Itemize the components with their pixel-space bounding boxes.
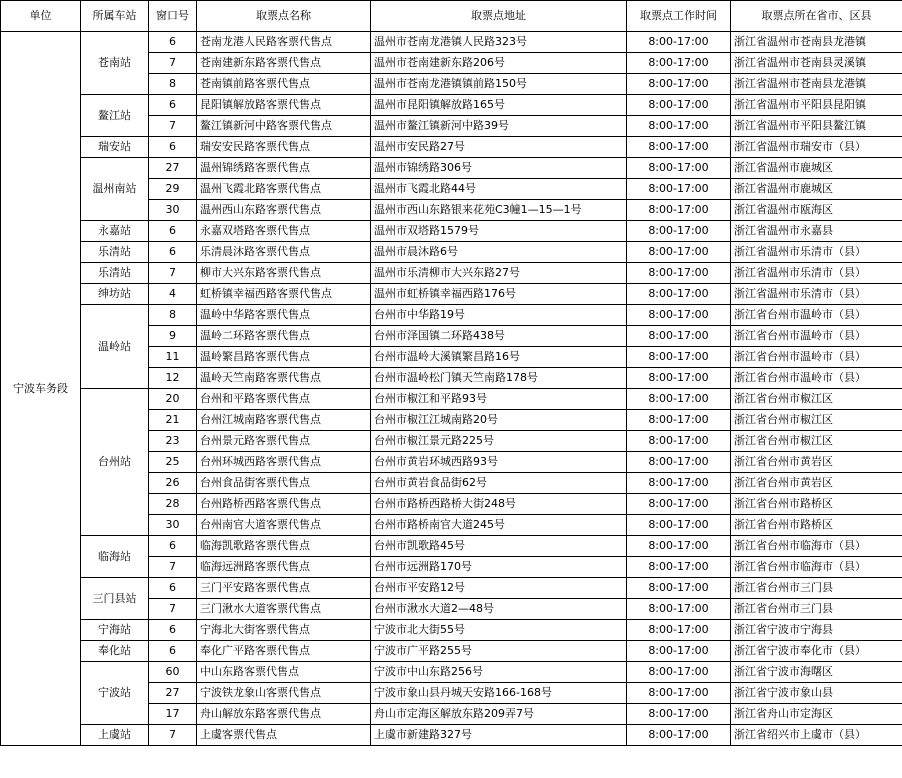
- region-cell: 浙江省温州市乐清市（县）: [731, 263, 902, 284]
- window-cell: 6: [149, 536, 197, 557]
- region-cell: 浙江省台州市温岭市（县）: [731, 368, 902, 389]
- hours-cell: 8:00-17:00: [627, 347, 731, 368]
- address-cell: 台州市椒江和平路93号: [371, 389, 627, 410]
- window-cell: 60: [149, 662, 197, 683]
- outlet-name-cell: 鳌江镇新河中路客票代售点: [197, 116, 371, 137]
- table-row: [1, 641, 902, 662]
- region-cell: 浙江省台州市椒江区: [731, 431, 902, 452]
- region-cell: 浙江省宁波市奉化市（县）: [731, 641, 902, 662]
- window-cell: 7: [149, 53, 197, 74]
- window-cell: 6: [149, 95, 197, 116]
- outlet-name-cell: 温州锦绣路客票代售点: [197, 158, 371, 179]
- hours-cell: 8:00-17:00: [627, 641, 731, 662]
- outlet-name-cell: 苍南镇前路客票代售点: [197, 74, 371, 95]
- address-cell: 台州市中华路19号: [371, 305, 627, 326]
- hours-cell: 8:00-17:00: [627, 284, 731, 305]
- outlet-name-cell: 温岭中华路客票代售点: [197, 305, 371, 326]
- address-cell: 温州市晨沐路6号: [371, 242, 627, 263]
- hours-cell: 8:00-17:00: [627, 410, 731, 431]
- hours-cell: 8:00-17:00: [627, 578, 731, 599]
- address-cell: 温州市苍南建新东路206号: [371, 53, 627, 74]
- station-cell: 上虞站: [81, 725, 149, 746]
- table-row: [1, 263, 902, 284]
- header-outlet-name: 取票点名称: [197, 1, 371, 32]
- window-cell: 6: [149, 221, 197, 242]
- hours-cell: 8:00-17:00: [627, 32, 731, 53]
- hours-cell: 8:00-17:00: [627, 221, 731, 242]
- region-cell: 浙江省舟山市定海区: [731, 704, 902, 725]
- hours-cell: 8:00-17:00: [627, 305, 731, 326]
- region-cell: 浙江省温州市鹿城区: [731, 158, 902, 179]
- address-cell: 温州市苍南龙港镇镇前路150号: [371, 74, 627, 95]
- region-cell: 浙江省宁波市象山县: [731, 683, 902, 704]
- station-cell: 绅坊站: [81, 284, 149, 305]
- hours-cell: 8:00-17:00: [627, 452, 731, 473]
- window-cell: 6: [149, 242, 197, 263]
- address-cell: 台州市泽国镇二环路438号: [371, 326, 627, 347]
- address-cell: 台州市温岭大溪镇繁昌路16号: [371, 347, 627, 368]
- window-cell: 23: [149, 431, 197, 452]
- address-cell: 宁波市象山县丹城天安路166-168号: [371, 683, 627, 704]
- outlet-name-cell: 乐清晨沐路客票代售点: [197, 242, 371, 263]
- outlet-name-cell: 苍南建新东路客票代售点: [197, 53, 371, 74]
- hours-cell: 8:00-17:00: [627, 368, 731, 389]
- station-cell: 温岭站: [81, 305, 149, 389]
- hours-cell: 8:00-17:00: [627, 326, 731, 347]
- address-cell: 温州市苍南龙港镇人民路323号: [371, 32, 627, 53]
- region-cell: 浙江省温州市乐清市（县）: [731, 242, 902, 263]
- region-cell: 浙江省台州市临海市（县）: [731, 557, 902, 578]
- address-cell: 台州市黄岩食品街62号: [371, 473, 627, 494]
- window-cell: 6: [149, 641, 197, 662]
- region-cell: 浙江省台州市临海市（县）: [731, 536, 902, 557]
- window-cell: 26: [149, 473, 197, 494]
- hours-cell: 8:00-17:00: [627, 95, 731, 116]
- station-cell: 乐清站: [81, 263, 149, 284]
- hours-cell: 8:00-17:00: [627, 200, 731, 221]
- hours-cell: 8:00-17:00: [627, 599, 731, 620]
- window-cell: 7: [149, 116, 197, 137]
- station-cell: 临海站: [81, 536, 149, 578]
- address-cell: 台州市平安路12号: [371, 578, 627, 599]
- hours-cell: 8:00-17:00: [627, 683, 731, 704]
- header-row: [1, 1, 902, 32]
- header-region: 取票点所在省市、区县: [731, 1, 902, 32]
- region-cell: 浙江省台州市温岭市（县）: [731, 326, 902, 347]
- region-cell: 浙江省温州市苍南县龙港镇: [731, 32, 902, 53]
- hours-cell: 8:00-17:00: [627, 179, 731, 200]
- window-cell: 8: [149, 74, 197, 95]
- outlet-name-cell: 舟山解放东路客票代售点: [197, 704, 371, 725]
- outlet-name-cell: 台州环城西路客票代售点: [197, 452, 371, 473]
- table-row: [1, 725, 902, 746]
- address-cell: 温州市飞霞北路44号: [371, 179, 627, 200]
- outlet-name-cell: 三门湫水大道客票代售点: [197, 599, 371, 620]
- region-cell: 浙江省温州市永嘉县: [731, 221, 902, 242]
- outlet-name-cell: 温岭繁昌路客票代售点: [197, 347, 371, 368]
- region-cell: 浙江省温州市平阳县昆阳镇: [731, 95, 902, 116]
- outlet-name-cell: 台州江城南路客票代售点: [197, 410, 371, 431]
- window-cell: 6: [149, 620, 197, 641]
- window-cell: 6: [149, 137, 197, 158]
- window-cell: 20: [149, 389, 197, 410]
- window-cell: 30: [149, 515, 197, 536]
- station-cell: 三门县站: [81, 578, 149, 620]
- window-cell: 6: [149, 32, 197, 53]
- header-unit: 单位: [1, 1, 81, 32]
- address-cell: 台州市湫水大道2—48号: [371, 599, 627, 620]
- hours-cell: 8:00-17:00: [627, 725, 731, 746]
- hours-cell: 8:00-17:00: [627, 389, 731, 410]
- hours-cell: 8:00-17:00: [627, 473, 731, 494]
- outlet-name-cell: 台州景元路客票代售点: [197, 431, 371, 452]
- address-cell: 台州市远洲路170号: [371, 557, 627, 578]
- hours-cell: 8:00-17:00: [627, 263, 731, 284]
- station-cell: 瑞安站: [81, 137, 149, 158]
- address-cell: 宁波市广平路255号: [371, 641, 627, 662]
- window-cell: 29: [149, 179, 197, 200]
- window-cell: 7: [149, 263, 197, 284]
- address-cell: 温州市虹桥镇幸福西路176号: [371, 284, 627, 305]
- table-row: [1, 305, 902, 326]
- outlet-name-cell: 昆阳镇解放路客票代售点: [197, 95, 371, 116]
- window-cell: 12: [149, 368, 197, 389]
- outlet-name-cell: 宁波铁龙象山客票代售点: [197, 683, 371, 704]
- table-row: [1, 578, 902, 599]
- station-cell: 温州南站: [81, 158, 149, 221]
- hours-cell: 8:00-17:00: [627, 53, 731, 74]
- window-cell: 17: [149, 704, 197, 725]
- window-cell: 27: [149, 158, 197, 179]
- outlet-name-cell: 温州飞霞北路客票代售点: [197, 179, 371, 200]
- table-row: [1, 662, 902, 683]
- outlet-name-cell: 临海凯歌路客票代售点: [197, 536, 371, 557]
- table-row: [1, 242, 902, 263]
- address-cell: 台州市黄岩环城西路93号: [371, 452, 627, 473]
- table-row: [1, 95, 902, 116]
- outlet-name-cell: 台州和平路客票代售点: [197, 389, 371, 410]
- window-cell: 4: [149, 284, 197, 305]
- region-cell: 浙江省台州市路桥区: [731, 515, 902, 536]
- region-cell: 浙江省温州市苍南县灵溪镇: [731, 53, 902, 74]
- hours-cell: 8:00-17:00: [627, 74, 731, 95]
- region-cell: 浙江省温州市鹿城区: [731, 179, 902, 200]
- address-cell: 温州市锦绣路306号: [371, 158, 627, 179]
- address-cell: 台州市凯歌路45号: [371, 536, 627, 557]
- unit-cell: 宁波车务段: [1, 32, 81, 746]
- hours-cell: 8:00-17:00: [627, 431, 731, 452]
- outlet-name-cell: 温州西山东路客票代售点: [197, 200, 371, 221]
- station-cell: 苍南站: [81, 32, 149, 95]
- header-station: 所属车站: [81, 1, 149, 32]
- window-cell: 7: [149, 599, 197, 620]
- hours-cell: 8:00-17:00: [627, 116, 731, 137]
- table-row: [1, 389, 902, 410]
- table-row: [1, 284, 902, 305]
- outlet-name-cell: 虹桥镇幸福西路客票代售点: [197, 284, 371, 305]
- address-cell: 台州市路桥西路桥大街248号: [371, 494, 627, 515]
- address-cell: 宁波市中山东路256号: [371, 662, 627, 683]
- hours-cell: 8:00-17:00: [627, 620, 731, 641]
- address-cell: 宁波市北大街55号: [371, 620, 627, 641]
- table-row: [1, 536, 902, 557]
- table-row: [1, 32, 902, 53]
- region-cell: 浙江省宁波市海曙区: [731, 662, 902, 683]
- outlet-name-cell: 瑞安安民路客票代售点: [197, 137, 371, 158]
- address-cell: 上虞市新建路327号: [371, 725, 627, 746]
- outlet-name-cell: 台州食品街客票代售点: [197, 473, 371, 494]
- region-cell: 浙江省温州市苍南县龙港镇: [731, 74, 902, 95]
- station-cell: 台州站: [81, 389, 149, 536]
- table-body: [1, 32, 902, 746]
- region-cell: 浙江省台州市路桥区: [731, 494, 902, 515]
- region-cell: 浙江省台州市黄岩区: [731, 473, 902, 494]
- hours-cell: 8:00-17:00: [627, 536, 731, 557]
- outlet-name-cell: 上虞客票代售点: [197, 725, 371, 746]
- region-cell: 浙江省台州市黄岩区: [731, 452, 902, 473]
- region-cell: 浙江省台州市三门县: [731, 578, 902, 599]
- region-cell: 浙江省台州市椒江区: [731, 389, 902, 410]
- address-cell: 温州市昆阳镇解放路165号: [371, 95, 627, 116]
- hours-cell: 8:00-17:00: [627, 242, 731, 263]
- region-cell: 浙江省绍兴市上虞市（县）: [731, 725, 902, 746]
- outlet-name-cell: 温岭二环路客票代售点: [197, 326, 371, 347]
- station-cell: 宁海站: [81, 620, 149, 641]
- station-cell: 鳌江站: [81, 95, 149, 137]
- window-cell: 8: [149, 305, 197, 326]
- table-row: [1, 620, 902, 641]
- hours-cell: 8:00-17:00: [627, 557, 731, 578]
- station-cell: 奉化站: [81, 641, 149, 662]
- window-cell: 11: [149, 347, 197, 368]
- region-cell: 浙江省宁波市宁海县: [731, 620, 902, 641]
- header-hours: 取票点工作时间: [627, 1, 731, 32]
- outlet-name-cell: 奉化广平路客票代售点: [197, 641, 371, 662]
- outlet-name-cell: 温岭天竺南路客票代售点: [197, 368, 371, 389]
- station-cell: 乐清站: [81, 242, 149, 263]
- hours-cell: 8:00-17:00: [627, 137, 731, 158]
- table-row: [1, 137, 902, 158]
- hours-cell: 8:00-17:00: [627, 158, 731, 179]
- window-cell: 6: [149, 578, 197, 599]
- region-cell: 浙江省温州市平阳县鳌江镇: [731, 116, 902, 137]
- outlet-name-cell: 临海远洲路客票代售点: [197, 557, 371, 578]
- address-cell: 温州市安民路27号: [371, 137, 627, 158]
- outlet-name-cell: 中山东路客票代售点: [197, 662, 371, 683]
- region-cell: 浙江省台州市温岭市（县）: [731, 305, 902, 326]
- region-cell: 浙江省台州市椒江区: [731, 410, 902, 431]
- address-cell: 温州市乐清柳市大兴东路27号: [371, 263, 627, 284]
- hours-cell: 8:00-17:00: [627, 494, 731, 515]
- station-cell: 永嘉站: [81, 221, 149, 242]
- outlet-name-cell: 苍南龙港人民路客票代售点: [197, 32, 371, 53]
- hours-cell: 8:00-17:00: [627, 662, 731, 683]
- outlet-name-cell: 永嘉双塔路客票代售点: [197, 221, 371, 242]
- address-cell: 台州市椒江江城南路20号: [371, 410, 627, 431]
- outlet-name-cell: 三门平安路客票代售点: [197, 578, 371, 599]
- table-row: [1, 158, 902, 179]
- table-row: [1, 221, 902, 242]
- window-cell: 27: [149, 683, 197, 704]
- region-cell: 浙江省台州市温岭市（县）: [731, 347, 902, 368]
- station-cell: 宁波站: [81, 662, 149, 725]
- outlet-name-cell: 台州南官大道客票代售点: [197, 515, 371, 536]
- address-cell: 温州市鳌江镇新河中路39号: [371, 116, 627, 137]
- window-cell: 28: [149, 494, 197, 515]
- window-cell: 9: [149, 326, 197, 347]
- address-cell: 舟山市定海区解放东路209弄7号: [371, 704, 627, 725]
- outlet-name-cell: 台州路桥西路客票代售点: [197, 494, 371, 515]
- address-cell: 台州市椒江景元路225号: [371, 431, 627, 452]
- hours-cell: 8:00-17:00: [627, 704, 731, 725]
- header-window: 窗口号: [149, 1, 197, 32]
- window-cell: 30: [149, 200, 197, 221]
- address-cell: 温州市西山东路银来花苑C3幢1—15—1号: [371, 200, 627, 221]
- header-address: 取票点地址: [371, 1, 627, 32]
- outlet-name-cell: 柳市大兴东路客票代售点: [197, 263, 371, 284]
- address-cell: 台州市路桥南官大道245号: [371, 515, 627, 536]
- region-cell: 浙江省温州市瑞安市（县）: [731, 137, 902, 158]
- window-cell: 7: [149, 557, 197, 578]
- region-cell: 浙江省台州市三门县: [731, 599, 902, 620]
- window-cell: 21: [149, 410, 197, 431]
- outlet-name-cell: 宁海北大街客票代售点: [197, 620, 371, 641]
- window-cell: 7: [149, 725, 197, 746]
- region-cell: 浙江省温州市瓯海区: [731, 200, 902, 221]
- window-cell: 25: [149, 452, 197, 473]
- address-cell: 台州市温岭松门镇天竺南路178号: [371, 368, 627, 389]
- address-cell: 温州市双塔路1579号: [371, 221, 627, 242]
- region-cell: 浙江省温州市乐清市（县）: [731, 284, 902, 305]
- hours-cell: 8:00-17:00: [627, 515, 731, 536]
